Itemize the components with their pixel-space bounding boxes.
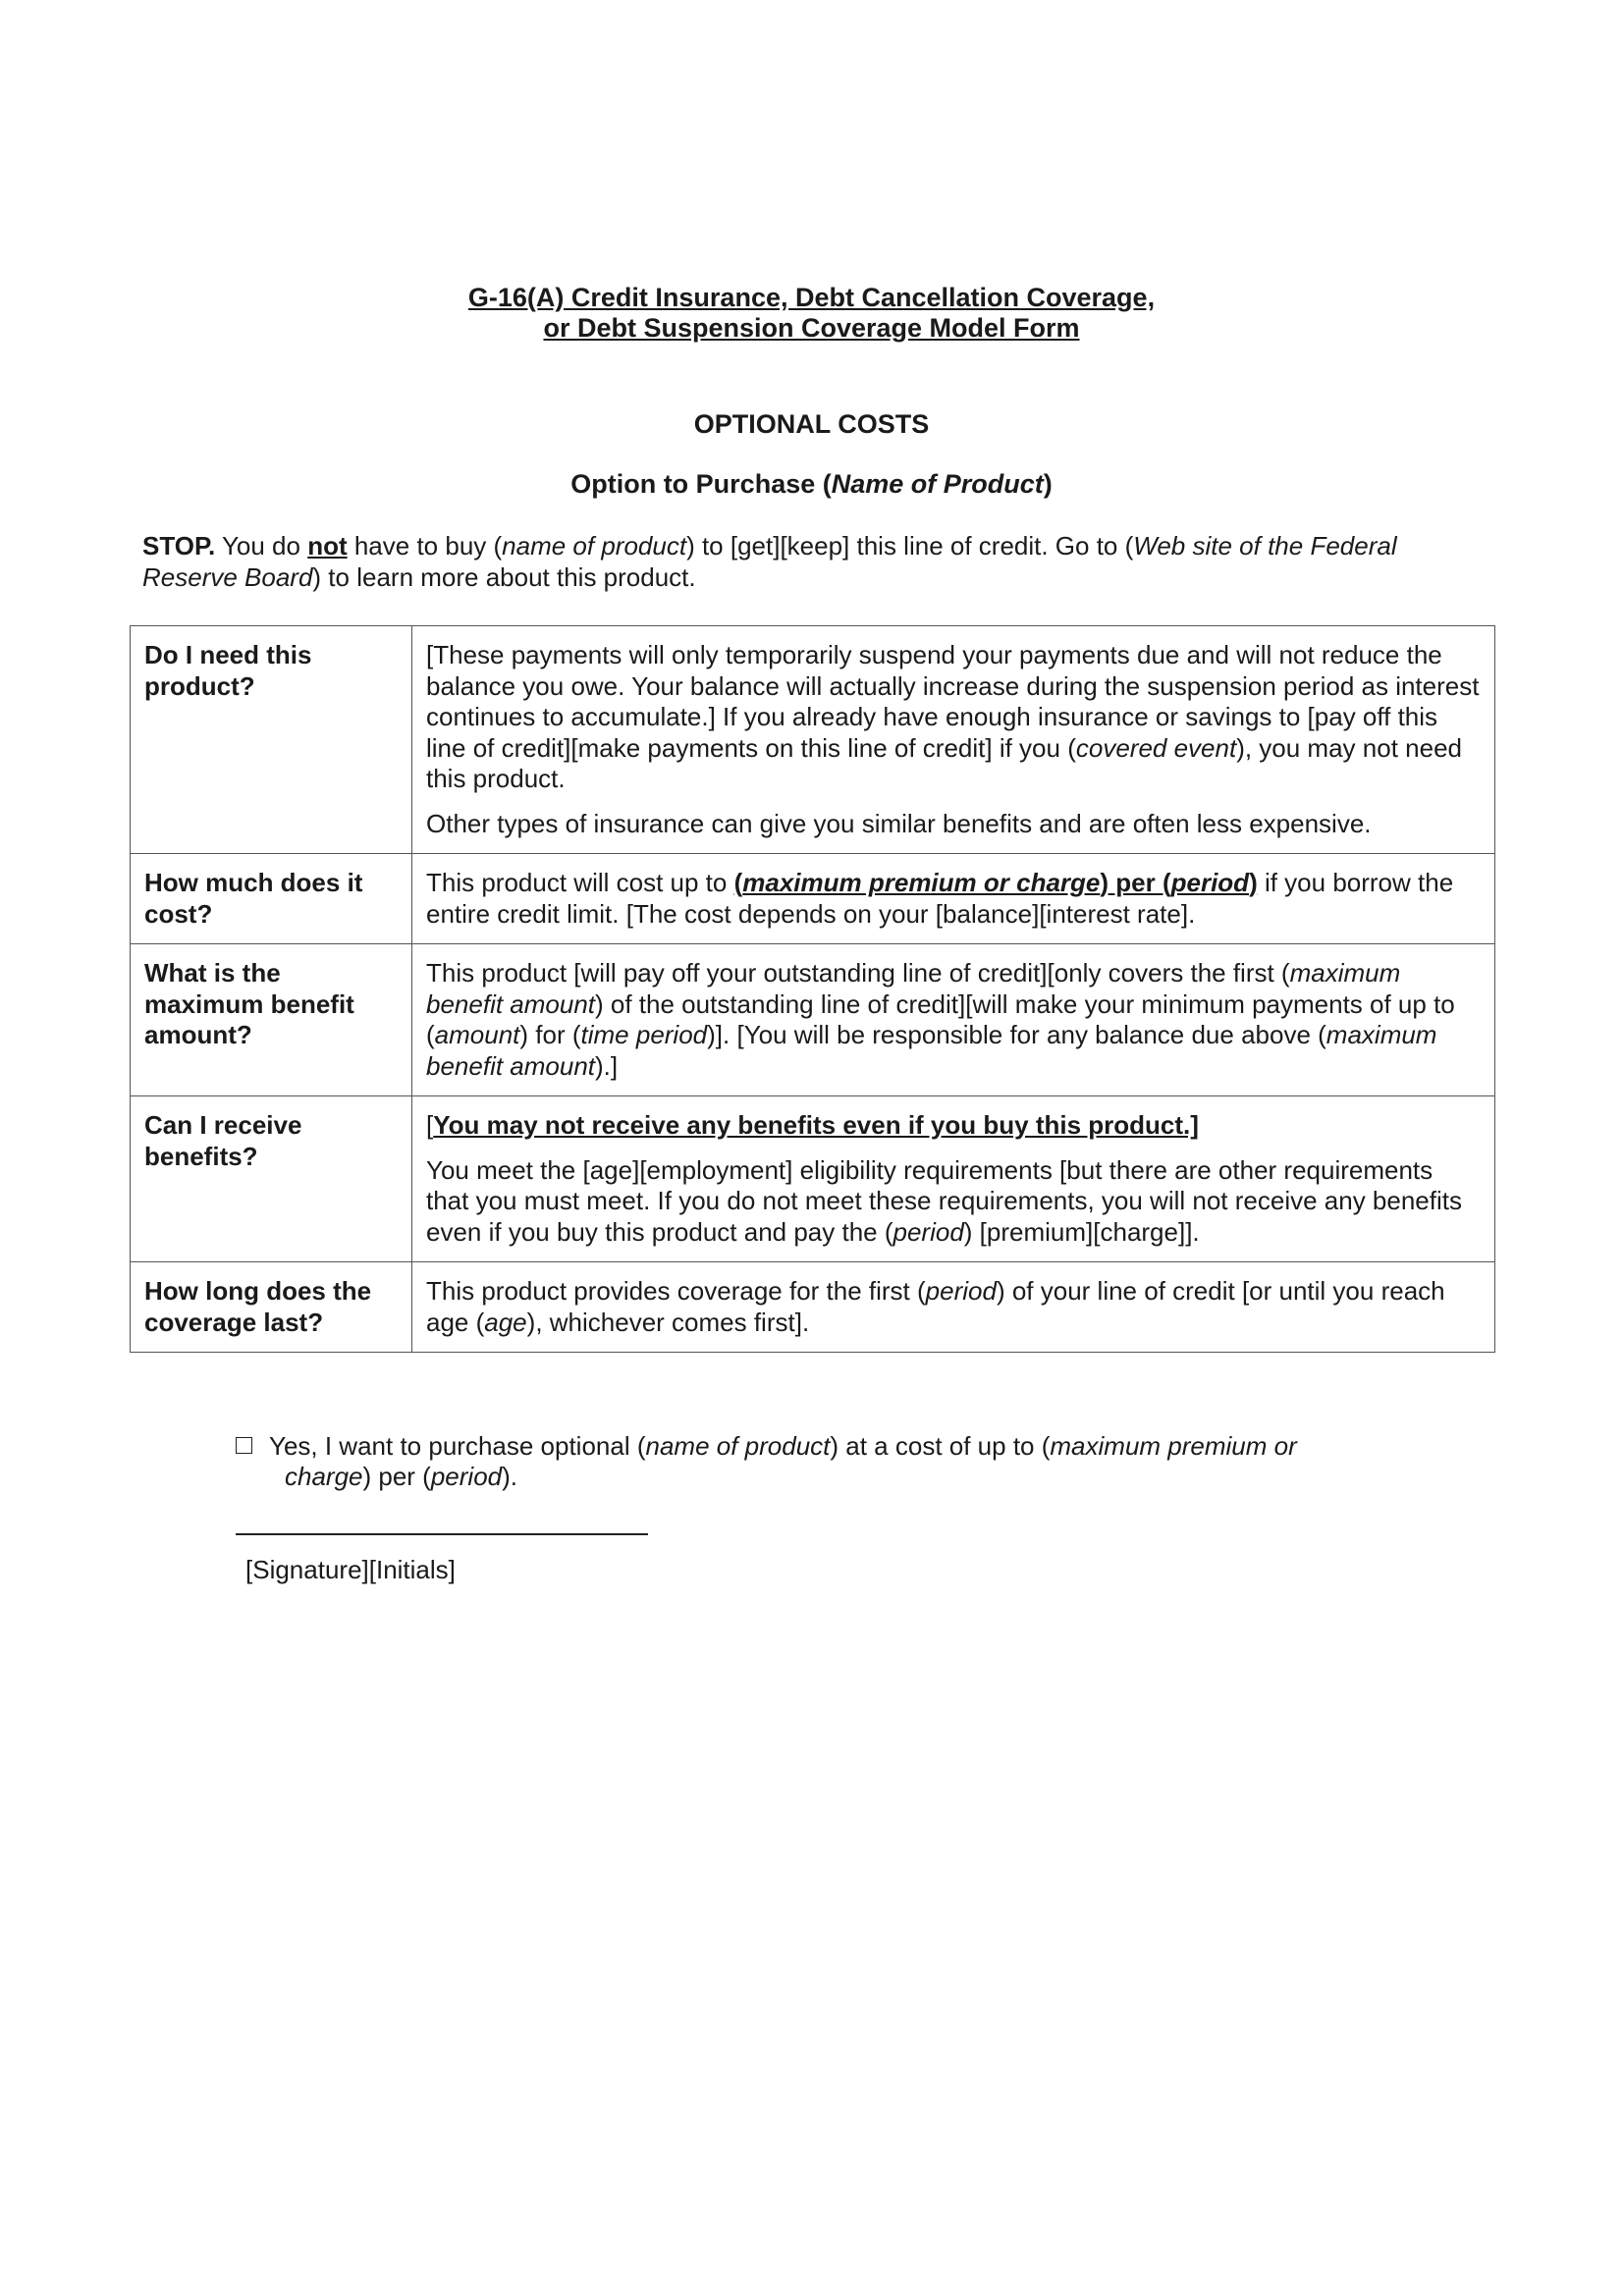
answer-text: ).] (595, 1050, 619, 1081)
stop-text: ) to learn more about this product. (312, 562, 696, 592)
warning-emphasis: You may not receive any benefits even if you buy this product.] (433, 1110, 1199, 1140)
question-cell: Do I need this product? (131, 626, 412, 854)
answer-text: ) (1249, 868, 1258, 897)
consent-italic: period (430, 1462, 503, 1491)
answer-text: This product provides coverage for the first ( (426, 1276, 926, 1306)
answer-italic: age (484, 1307, 527, 1337)
table-row-receive (131, 1096, 1495, 1262)
answer-paragraph (426, 1110, 1481, 1142)
question-cell: Can I receive benefits? (131, 1096, 412, 1262)
answer-cell (412, 944, 1495, 1096)
answer-text: ), whichever comes first]. (526, 1307, 810, 1337)
answer-cell (412, 626, 1495, 854)
answer-text: [ (426, 1110, 434, 1140)
answer-cell (412, 1096, 1495, 1262)
question-cell: What is the maximum benefit amount? (131, 944, 412, 1096)
answer-text: This product will cost up to (426, 868, 734, 897)
signature-line[interactable] (236, 1533, 648, 1535)
table-row-duration (131, 1262, 1495, 1353)
form-title (0, 283, 1623, 344)
question-cell: How long does the coverage last? (131, 1262, 412, 1353)
answer-text: You meet the [age][employment] eligibility requirements [but there are other requirements that you must meet. If you do not meet these requirements, you will not receive any benefits even if you buy this product and pay the ( (426, 1154, 1462, 1247)
answer-cell (412, 854, 1495, 944)
signature-label: [Signature][Initials] (245, 1555, 456, 1584)
table-row-benefit (131, 944, 1495, 1096)
stop-text: You do (215, 531, 308, 561)
answer-cell (412, 1262, 1495, 1353)
subtitle-prefix: Option to Purchase ( (570, 469, 832, 499)
answer-italic: period (925, 1276, 997, 1306)
stop-italic: name of product (502, 531, 687, 561)
stop-italic: Web site of the Federal Reserve Board (142, 531, 1397, 592)
stop-notice (142, 530, 1488, 593)
answer-text: ) per ( (1100, 868, 1171, 897)
answer-paragraph (426, 640, 1481, 795)
answer-italic: maximum benefit amount (426, 1020, 1437, 1081)
answer-text: ) of your line of credit [or until you reach age ( (426, 1276, 1445, 1337)
subtitle-suffix: ) (1043, 469, 1053, 499)
form-title-line-2: or Debt Suspension Coverage Model Form (543, 313, 1080, 343)
table-row-cost (131, 854, 1495, 944)
answer-italic: maximum benefit amount (426, 958, 1401, 1019)
answer-text: ), you may not need this product. (426, 732, 1462, 793)
answer-italic: maximum premium or charge (742, 868, 1101, 897)
stop-not-emphasis: not (307, 531, 348, 561)
purchase-checkbox[interactable] (236, 1437, 252, 1454)
answer-text: if you borrow the entire credit limit. [The cost depends on your [balance][interest rate]. (426, 868, 1454, 929)
stop-text: have to buy ( (347, 531, 503, 561)
consent-italic: charge (285, 1462, 363, 1491)
answer-italic: covered event (1075, 732, 1237, 763)
table-row-need (131, 626, 1495, 854)
answer-text: ( (733, 868, 743, 897)
answer-paragraph: Other types of insurance can give you similar benefits and are often less expensive. (426, 808, 1372, 838)
section-heading: OPTIONAL COSTS (693, 409, 930, 439)
answer-text: ) for ( (519, 1020, 581, 1049)
form-title-line-1: G-16(A) Credit Insurance, Debt Cancellation Coverage, (467, 283, 1156, 312)
stop-text: ) to [get][keep] this line of credit. Go to ( (686, 531, 1134, 561)
stop-label: STOP. (142, 531, 216, 561)
consent-text: ) per ( (362, 1462, 431, 1491)
answer-italic: time period (580, 1020, 708, 1049)
answer-italic: period (1170, 868, 1250, 897)
product-info-table (130, 625, 1495, 1353)
consent-line-1 (236, 1431, 1414, 1462)
cost-emphasis (734, 868, 1258, 897)
answer-italic: amount (434, 1020, 520, 1049)
answer-italic: period (893, 1216, 964, 1247)
subtitle (0, 469, 1623, 500)
consent-text: Yes, I want to purchase optional ( (269, 1431, 646, 1461)
answer-text: )]. [You will be responsible for any balance due above ( (707, 1020, 1326, 1049)
question-cell: How much does it cost? (131, 854, 412, 944)
consent-text: ) at a cost of up to ( (830, 1431, 1051, 1461)
answer-text: [These payments will only temporarily suspend your payments due and will not reduce the balance you owe. Your balance will actually increase during the suspension period as interest continues to accumulate.] If you already have enough insurance or savings to [pay off this line of credit][make payments on this line of credit] if you ( (426, 640, 1480, 763)
answer-text: ) of the outstanding line of credit][will make your minimum payments of up to ( (426, 988, 1455, 1049)
consent-italic: maximum premium or (1050, 1431, 1297, 1461)
answer-text: This product [will pay off your outstanding line of credit][only covers the first ( (426, 958, 1290, 988)
purchase-consent (236, 1431, 1414, 1492)
consent-text: ). (502, 1462, 518, 1491)
answer-paragraph (426, 1155, 1481, 1249)
consent-line-2 (236, 1462, 1414, 1492)
subtitle-product-name: Name of Product (831, 469, 1044, 499)
answer-text: ) [premium][charge]]. (963, 1216, 1200, 1247)
consent-italic: name of product (645, 1431, 831, 1461)
